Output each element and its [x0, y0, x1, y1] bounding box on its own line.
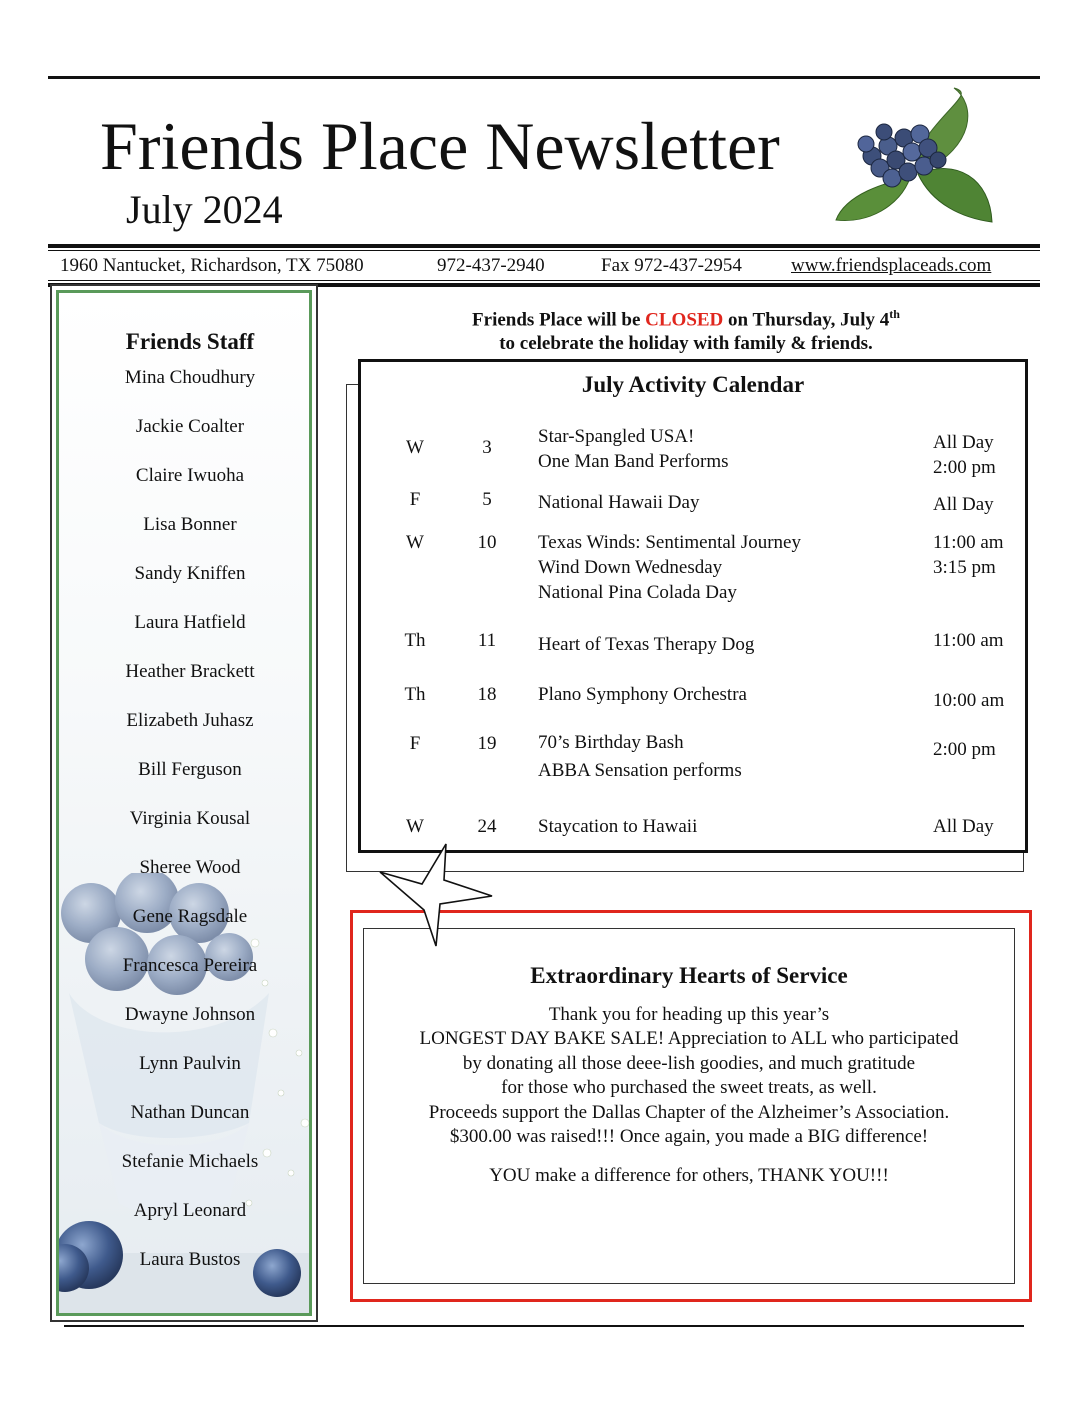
event-text: Heart of Texas Therapy Dog: [538, 634, 755, 655]
header-rule: [48, 244, 1040, 248]
row-day: W: [406, 532, 424, 553]
staff-name: Lisa Bonner: [143, 514, 237, 535]
event-text: Plano Symphony Orchestra: [538, 684, 747, 705]
row-day: W: [406, 816, 424, 837]
event-time: 10:00 am: [933, 690, 1005, 711]
row-times: [933, 492, 1025, 517]
staff-name: Apryl Leonard: [133, 1200, 247, 1221]
staff-name: Jackie Coalter: [135, 416, 245, 437]
row-times: [933, 737, 1025, 762]
top-rule: [48, 76, 1040, 79]
event-text: Star-Spangled USA!: [538, 426, 695, 447]
row-times: [933, 530, 1025, 580]
contact-rule-thin: [48, 280, 1040, 281]
event-text: Staycation to Hawaii: [538, 816, 698, 837]
hearts-line: Proceeds support the Dallas Chapter of the Alzheimer’s Association.: [428, 1101, 950, 1123]
event-text: National Pina Colada Day: [538, 582, 737, 603]
event-time: 11:00 am: [933, 630, 1004, 651]
row-date: 3: [482, 437, 492, 458]
star-icon: [378, 842, 496, 950]
row-day: F: [409, 733, 421, 754]
row-events: [538, 530, 908, 605]
staff-name: Stefanie Michaels: [121, 1151, 259, 1172]
row-day: Th: [404, 630, 426, 651]
row-date: 11: [477, 630, 497, 651]
staff-name: Laura Hatfield: [134, 612, 246, 633]
row-events: [538, 632, 908, 657]
row-events: [538, 682, 908, 707]
staff-name: Laura Bustos: [139, 1249, 241, 1270]
row-day: F: [409, 489, 421, 510]
staff-name: Nathan Duncan: [130, 1102, 250, 1123]
closed-notice: [330, 302, 1042, 356]
hearts-line: by donating all those deee-lish goodies, and much gratitude: [462, 1052, 916, 1074]
event-text: One Man Band Performs: [538, 451, 729, 472]
row-events: [538, 490, 908, 515]
event-time: All Day: [933, 494, 994, 515]
event-time: All Day: [933, 432, 994, 453]
event-time: 3:15 pm: [933, 557, 996, 578]
row-times: [933, 628, 1025, 653]
event-text: 70’s Birthday Bash: [538, 732, 684, 753]
hearts-title: Extraordinary Hearts of Service: [530, 963, 848, 988]
event-text: Texas Winds: Sentimental Journey: [538, 532, 801, 553]
row-date: 24: [477, 816, 497, 837]
event-text: National Hawaii Day: [538, 492, 700, 513]
fax: Fax 972-437-2954: [601, 255, 742, 276]
row-day: Th: [404, 684, 426, 705]
issue-date: July 2024: [126, 187, 283, 232]
closed-notice-line2: to celebrate the holiday with family & friends.: [499, 333, 873, 355]
contact-bar: [48, 253, 1040, 279]
event-text: Wind Down Wednesday: [538, 557, 723, 578]
staff-list: [59, 365, 312, 1296]
staff-name: Claire Iwuoha: [135, 465, 245, 486]
staff-name: Heather Brackett: [125, 661, 255, 682]
hearts-of-service: [363, 928, 1015, 1284]
bottom-rule: [64, 1325, 1024, 1327]
hearts-line: LONGEST DAY BAKE SALE! Appreciation to ALL who participated: [419, 1028, 959, 1050]
staff-name: Dwayne Johnson: [124, 1004, 256, 1025]
staff-sidebar-frame: [56, 290, 312, 1316]
hearts-line: $300.00 was raised!!! Once again, you made a BIG difference!: [449, 1126, 929, 1148]
row-date: 18: [477, 684, 497, 705]
activity-calendar: [358, 359, 1028, 853]
row-times: [933, 430, 1025, 480]
event-text: ABBA Sensation performs: [538, 760, 742, 781]
staff-name: Elizabeth Juhasz: [126, 710, 254, 731]
event-time: 11:00 am: [933, 532, 1004, 553]
closed-notice-line1: Friends Place will be CLOSED on Thursday, July 4th: [472, 307, 900, 331]
staff-name: Bill Ferguson: [138, 759, 242, 780]
hearts-line: Thank you for heading up this year’s: [548, 1004, 830, 1025]
staff-name: Sandy Kniffen: [134, 563, 246, 584]
row-day: W: [406, 437, 424, 458]
staff-name: Gene Ragsdale: [132, 906, 248, 927]
staff-sidebar: [50, 284, 318, 1322]
hearts-line: for those who purchased the sweet treats, as well.: [501, 1077, 877, 1099]
event-time: 2:00 pm: [933, 457, 996, 478]
row-date: 10: [477, 532, 497, 553]
staff-name: Mina Choudhury: [124, 367, 256, 388]
staff-name: Sheree Wood: [139, 857, 241, 878]
phone: 972-437-2940: [437, 255, 545, 276]
address: 1960 Nantucket, Richardson, TX 75080: [60, 255, 364, 276]
website-link[interactable]: www.friendsplaceads.com: [791, 255, 992, 276]
row-times: [933, 688, 1025, 713]
header-rule-thin: [48, 250, 1040, 251]
row-events: [538, 424, 908, 474]
newsletter-title: Friends Place Newsletter: [100, 108, 780, 184]
blueberries-icon: [826, 86, 1002, 230]
staff-name: Lynn Paulvin: [139, 1053, 241, 1074]
staff-name: Francesca Pereira: [122, 955, 258, 976]
calendar-title: July Activity Calendar: [581, 372, 805, 397]
event-time: 2:00 pm: [933, 739, 996, 760]
row-times: [933, 814, 1025, 839]
event-time: All Day: [933, 816, 994, 837]
row-events: [538, 729, 908, 785]
closed-word: CLOSED: [645, 309, 724, 331]
hearts-body: [364, 1003, 1014, 1149]
row-date: 19: [477, 733, 497, 754]
row-events: [538, 814, 908, 839]
staff-name: Virginia Kousal: [129, 808, 251, 829]
staff-heading: Friends Staff: [125, 329, 255, 354]
row-date: 5: [482, 489, 492, 510]
hearts-thanks: YOU make a difference for others, THANK YOU!!!: [489, 1165, 889, 1186]
